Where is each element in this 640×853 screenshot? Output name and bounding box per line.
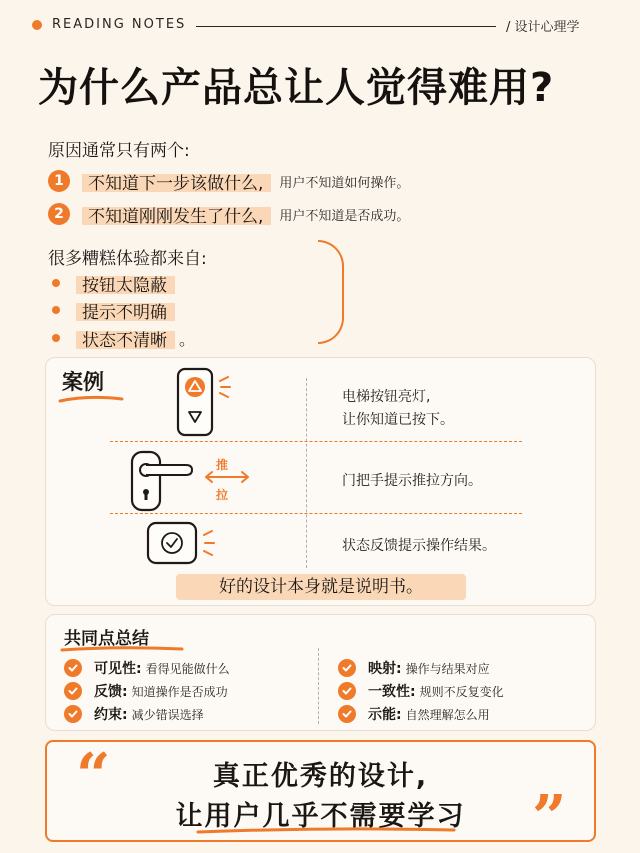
case-column-divider	[306, 378, 307, 568]
check-icon	[64, 705, 82, 723]
bullet-dot	[52, 279, 60, 287]
summary-item-name: 示能:	[368, 707, 402, 723]
reasons-heading: 原因通常只有两个:	[48, 141, 190, 161]
check-icon	[338, 705, 356, 723]
summary-underline-icon	[60, 644, 184, 654]
header-left-label: READING NOTES	[52, 17, 187, 32]
open-quote-icon: “	[76, 741, 111, 811]
summary-item	[64, 657, 230, 679]
close-quote-icon: ”	[532, 783, 567, 853]
pull-label: 拉	[216, 488, 229, 502]
summary-item-name: 可见性:	[94, 661, 142, 677]
case-title: 案例	[62, 370, 104, 394]
check-icon	[338, 659, 356, 677]
case-text	[342, 470, 482, 493]
bracket-decoration	[318, 240, 344, 344]
reason-item	[48, 168, 409, 194]
check-icon	[64, 659, 82, 677]
number-badge: 2	[48, 203, 70, 225]
bad-item-text: 提示不明确	[76, 298, 175, 323]
case-text	[342, 535, 496, 558]
quote-underline-icon	[196, 826, 456, 836]
bad-item-text: 按钮太隐蔽	[76, 271, 175, 296]
check-icon	[338, 682, 356, 700]
reason-text: 不知道下一步该做什么,	[82, 169, 271, 194]
summary-item-desc: 规则不反复变化	[419, 684, 504, 699]
summary-item-desc: 减少错误选择	[131, 707, 204, 722]
push-pull-arrow-icon	[202, 470, 252, 484]
reason-item	[48, 201, 409, 227]
header-dot	[32, 20, 42, 30]
summary-item-name: 反馈:	[94, 684, 128, 700]
bad-item	[52, 271, 179, 295]
summary-item-desc: 操作与结果对应	[405, 661, 490, 676]
quote-line-1: 真正优秀的设计,	[212, 761, 429, 792]
number-badge: 1	[48, 170, 70, 192]
case-row-divider	[110, 513, 522, 514]
summary-item	[64, 703, 204, 725]
bad-experience-heading: 很多糟糕体验都来自:	[48, 249, 207, 269]
summary-item-name: 一致性:	[368, 684, 416, 700]
page-title: 为什么产品总让人觉得难用?	[38, 65, 555, 111]
summary-item-desc: 自然理解怎么用	[405, 707, 490, 722]
bad-item-text: 状态不清晰	[76, 326, 175, 351]
reason-sub: 用户不知道如何操作。	[279, 175, 410, 191]
check-icon	[64, 682, 82, 700]
summary-item	[64, 680, 228, 702]
bad-item-suffix: 。	[179, 329, 196, 349]
case-text-line: 电梯按钮亮灯,	[342, 389, 431, 405]
case-row-divider	[110, 441, 522, 442]
reason-text: 不知道刚刚发生了什么,	[82, 202, 271, 227]
header-divider	[196, 26, 496, 27]
bad-item	[52, 298, 179, 322]
summary-divider	[318, 648, 319, 724]
bad-item	[52, 326, 195, 350]
case-text-line: 让你知道已按下。	[342, 412, 454, 428]
case-text	[342, 386, 454, 432]
case-slogan: 好的设计本身就是说明书。	[176, 574, 466, 600]
bullet-dot	[52, 334, 60, 342]
summary-item	[338, 703, 490, 725]
door-handle-icon	[128, 450, 198, 512]
status-check-icon	[146, 521, 220, 565]
bullet-dot	[52, 306, 60, 314]
summary-title: 共同点总结	[64, 629, 149, 649]
summary-item-desc: 看得见能做什么	[145, 661, 230, 676]
summary-item-name: 映射:	[368, 661, 402, 677]
elevator-button-icon	[176, 367, 238, 439]
quote-line-2: 让用户几乎不需要学习	[175, 801, 466, 832]
summary-item-desc: 知道操作是否成功	[131, 684, 228, 699]
reason-sub: 用户不知道是否成功。	[279, 208, 410, 224]
case-underline-icon	[58, 394, 124, 404]
push-label: 推	[216, 458, 229, 472]
summary-item	[338, 680, 504, 702]
summary-item	[338, 657, 490, 679]
summary-item-name: 约束:	[94, 707, 128, 723]
case-text-line: 门把手提示推拉方向。	[342, 473, 482, 489]
case-text-line: 状态反馈提示操作结果。	[342, 538, 496, 554]
header-right-label: / 设计心理学	[506, 20, 580, 35]
